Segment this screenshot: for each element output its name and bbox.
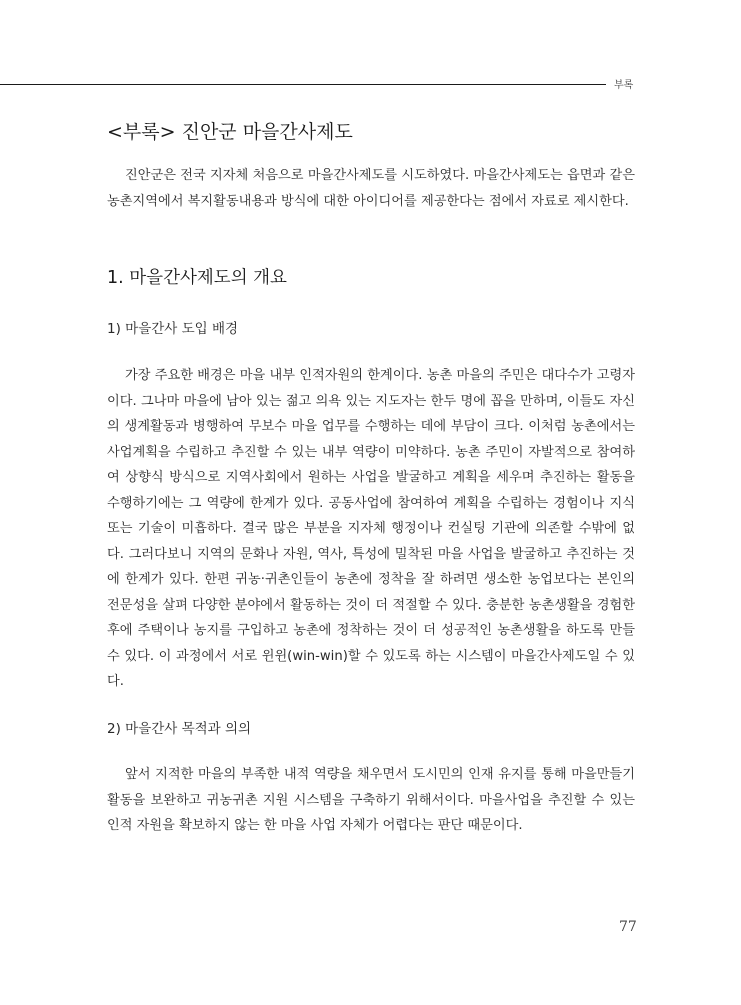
section-heading: 1. 마을간사제도의 개요: [107, 268, 287, 288]
purpose-text: 앞서 지적한 마을의 부족한 내적 역량을 채우면서 도시민의 인재 유지를 통해 마을만들기 활동을 보완하고 귀농귀촌 지원 시스템을 구축하기 위해서이다. 마을사업을 추진할 수 있는 인적 자원을 확보하지 않는 한 마을 사업 자체가 어렵다는 판단 때문이다.: [107, 767, 635, 833]
subheading-purpose: 2) 마을간사 목적과 의의: [107, 721, 252, 737]
background-text: 가장 주요한 배경은 마을 내부 인적자원의 한계이다. 농촌 마을의 주민은 대다수가 고령자이다. 그나마 마을에 남아 있는 젊고 의욕 있는 지도자는 한두 명에 꼽을 만하며, 이들도 자신의 생계활동과 병행하여 무보수 마을 업무를 수행하는 데에 부담이 크다. 이처럼 농촌에서는 사업계획을 수립하고 추진할 수 있는 내부 역량이 미약하다. 농촌 주민이 자발적으로 참여하여 상향식 방식으로 지역사회에서 원하는 사업을 발굴하고 계획을 세우며 추진하는 활동을 수행하기에는 그 역량에 한계가 있다. 공동사업에 참여하여 계획을 수립하는 경험이나 지식 또는 기술이 미흡하다. 결국 많은 부분을 지자체 행정이나 컨실팅 기관에 의존할 수밖에 없다. 그러다보니 지역의 문화나 자원, 역사, 특성에 밀착된 마을 사업을 발굴하고 추진하는 것에 한계가 있다. 한편 귀농·귀촌인들이 농촌에 정착을 잘 하려면 생소한 농업보다는 본인의 전문성을 살펴 다양한 분야에서 활동하는 것이 더 적절할 수 있다. 충분한 농촌생활을 경험한 후에 주택이나 농지를 구입하고 농촌에 정착하는 것이 더 성공적인 농촌생활을 하도록 만들 수 있다. 이 과정에서 서로 윈윈(win-win)할 수 있도록 하는 시스템이 마을간사제도일 수 있다.: [107, 368, 635, 689]
intro-paragraph: [107, 163, 635, 214]
page-number: 77: [619, 919, 637, 935]
intro-text: 진안군은 전국 지자체 처음으로 마을간사제도를 시도하였다. 마을간사제도는 읍면과 같은 농촌지역에서 복지활동내용과 방식에 대한 아이디어를 제공한다는 점에서 자료로 제시한다.: [107, 168, 635, 209]
background-paragraph: [107, 363, 635, 695]
header-rule: [0, 84, 606, 85]
subheading-background: 1) 마을간사 도입 배경: [107, 321, 239, 337]
purpose-paragraph: [107, 762, 635, 839]
appendix-title: <부록> 진안군 마을간사제도: [107, 121, 353, 143]
running-header: 부록: [614, 80, 634, 91]
